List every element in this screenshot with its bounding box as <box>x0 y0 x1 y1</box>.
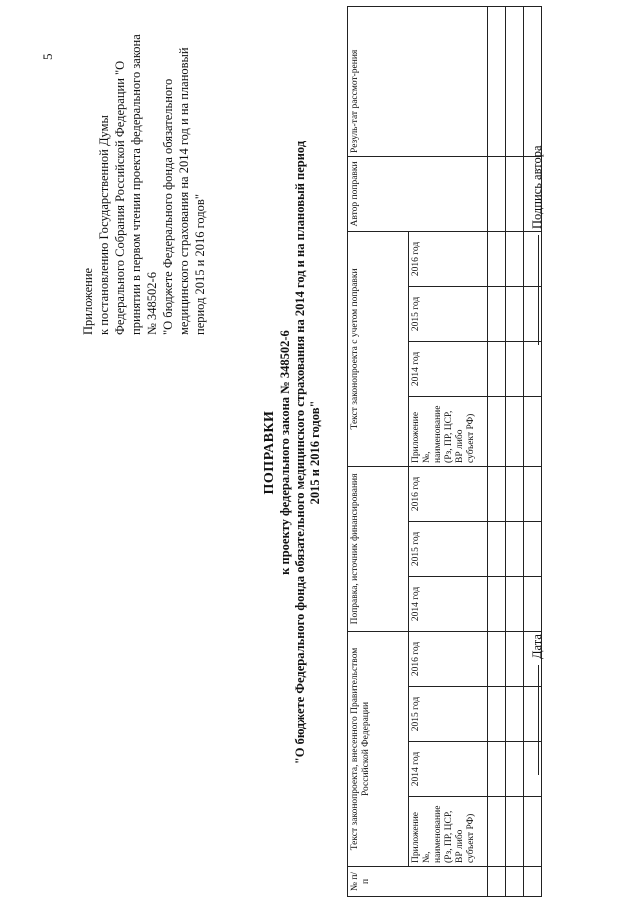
appendix-block <box>80 5 208 335</box>
table-row <box>488 6 506 896</box>
appendix-line: Приложение <box>81 267 95 335</box>
appendix-line: период 2015 и 2016 годов" <box>193 194 207 335</box>
col-2014-header: 2014 год <box>409 576 488 631</box>
document-subtitle: к проекту федерального закона № 348502-6 <box>278 330 292 575</box>
title-block <box>262 0 323 905</box>
signature-field <box>530 145 545 345</box>
col-2015-header: 2015 год <box>409 521 488 576</box>
date-label: Дата <box>530 634 544 659</box>
appendix-line: "О бюджете Федерального фонда обязательного <box>161 78 175 335</box>
col-appendix-header: Приложение №, наименование (Рз, ПР, ЦСР, ВР либо субъект РФ) <box>409 797 488 867</box>
col-2016-header: 2016 год <box>409 631 488 686</box>
col-number-header: № п/п <box>348 867 488 897</box>
appendix-line: медицинского страхования на 2014 год и на плановый <box>177 47 191 335</box>
signature-line <box>537 235 539 345</box>
group-text-with-amendment-header: Текст законопроекта с учетом поправки <box>348 231 409 466</box>
signature-label: Подпись автора <box>530 145 544 229</box>
date-line <box>537 665 539 775</box>
appendix-line: к постановлению Государственной Думы <box>97 115 111 335</box>
document-title: ПОПРАВКИ <box>262 410 277 495</box>
col-author-header: Автор поправки <box>348 156 488 231</box>
bill-title-line1: "О бюджете Федерального фонда обязательного медицинского страхования на 2014 год и на плановый период <box>293 140 307 765</box>
col-2015-header: 2015 год <box>409 687 488 742</box>
appendix-line: № 348502-6 <box>145 272 159 335</box>
col-appendix-header: Приложение №, наименование (Рз, ПР, ЦСР, ВР либо субъект РФ) <box>409 396 488 466</box>
appendix-line: принятии в первом чтении проекта федерального закона <box>129 34 143 335</box>
col-2016-header: 2016 год <box>409 231 488 286</box>
appendix-line: Федерального Собрания Российской Федерации "О <box>113 60 127 335</box>
group-amendment-header: Поправка, источник финансирования <box>348 466 409 631</box>
col-2014-header: 2014 год <box>409 341 488 396</box>
amendments-table <box>347 6 542 897</box>
date-field <box>530 634 545 775</box>
col-result-header: Резуль-тат рассмот-рения <box>348 6 488 156</box>
table-header-row <box>348 6 409 896</box>
col-2014-header: 2014 год <box>409 742 488 797</box>
col-2015-header: 2015 год <box>409 286 488 341</box>
col-2016-header: 2016 год <box>409 466 488 521</box>
group-government-text-header: Текст законопроекта, внесенного Правительством Российской Федерации <box>348 631 409 866</box>
table-row <box>506 6 524 896</box>
page-number: 5 <box>40 53 55 60</box>
bill-title-line2: 2015 и 2016 годов" <box>308 400 322 505</box>
